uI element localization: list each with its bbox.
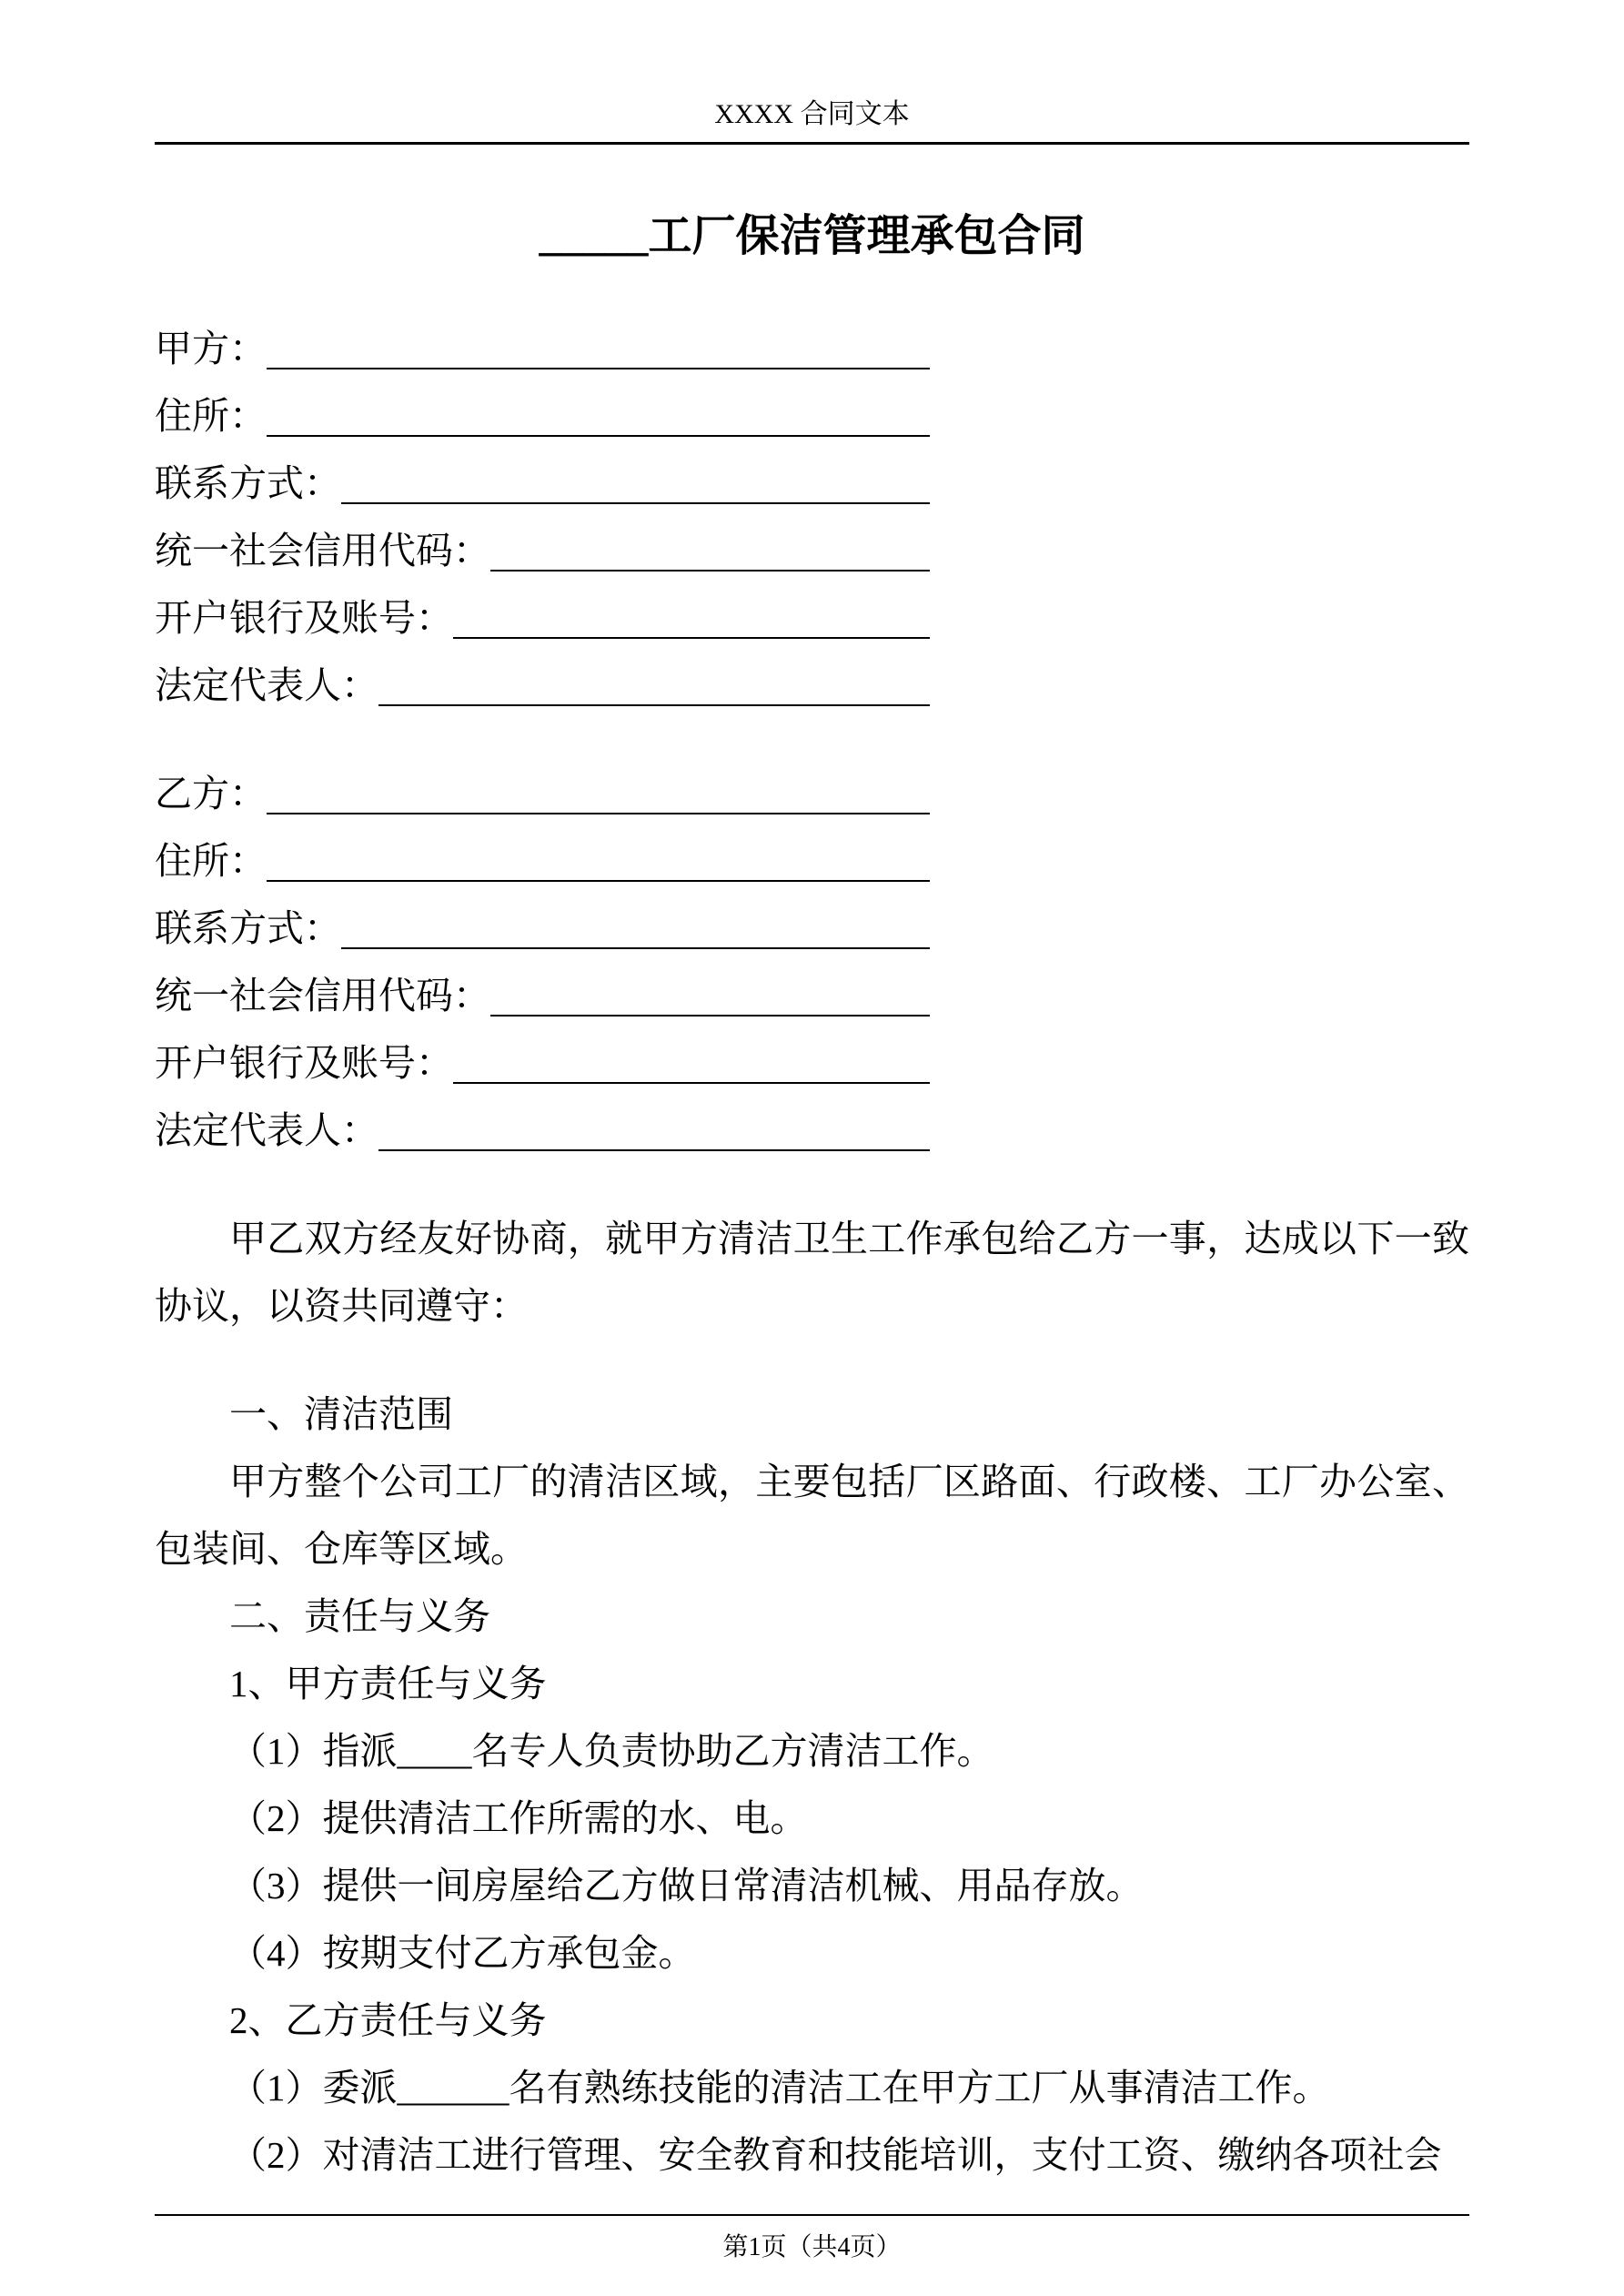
field-label: 法定代表人：	[155, 1109, 378, 1151]
title-blank-line: _____	[539, 212, 649, 260]
blank-line	[341, 895, 930, 949]
blank-line	[378, 652, 930, 706]
field-party-a-legal-representative	[155, 652, 930, 719]
field-label: 甲方：	[155, 328, 267, 369]
blank-line	[267, 315, 930, 369]
header-text: XXXX 合同文本	[714, 99, 910, 129]
blank-line	[490, 962, 930, 1017]
field-party-b-legal-representative	[155, 1097, 930, 1164]
contract-title	[155, 208, 1469, 265]
field-label: 住所：	[155, 840, 267, 882]
field-party-a-credit-code	[155, 517, 930, 584]
blank-line	[341, 450, 930, 504]
field-label: 乙方：	[155, 773, 267, 814]
field-party-b-bank-account	[155, 1029, 930, 1097]
blank-line	[267, 760, 930, 814]
blank-line	[378, 1097, 930, 1151]
section-2-item: （1）委派______名有熟练技能的清洁工在甲方工厂从事清洁工作。	[229, 2067, 1330, 2109]
section-1-item: 甲方整个公司工厂的清洁区域，主要包括厂区路面、行政楼、工厂办公室、包装间、仓库等区域。	[155, 1461, 1469, 1570]
section-2-item: （3）提供一间房屋给乙方做日常清洁机械、用品存放。	[229, 1865, 1144, 1907]
field-party-b-address	[155, 827, 930, 895]
field-label: 联系方式：	[155, 907, 341, 949]
field-party-a-contact	[155, 450, 930, 517]
blank-line	[453, 1029, 930, 1084]
document-header	[155, 91, 1469, 145]
field-label: 联系方式：	[155, 462, 341, 504]
section-2-item: （2）提供清洁工作所需的水、电。	[229, 1797, 808, 1839]
section-1-heading: 一、清洁范围	[229, 1393, 453, 1435]
section-2-heading: 二、责任与义务	[229, 1595, 490, 1637]
field-party-b-credit-code	[155, 962, 930, 1029]
blank-line	[490, 517, 930, 571]
section-2-item: 2、乙方责任与义务	[229, 1999, 547, 2041]
field-party-a-name	[155, 315, 930, 382]
document-footer	[155, 2214, 1469, 2263]
section-2-item: 1、甲方责任与义务	[229, 1663, 547, 1704]
field-party-a-bank-account	[155, 584, 930, 652]
field-label: 住所：	[155, 395, 267, 437]
party-a-block	[155, 315, 1469, 719]
field-label: 法定代表人：	[155, 664, 378, 706]
field-label: 统一社会信用代码：	[155, 530, 490, 571]
blank-line	[267, 827, 930, 882]
section-2-item: （1）指派____名专人负责协助乙方清洁工作。	[229, 1730, 994, 1772]
preamble-paragraph: 甲乙双方经友好协商，就甲方清洁卫生工作承包给乙方一事，达成以下一致协议，以资共同遵守：	[155, 1218, 1469, 1327]
party-b-block	[155, 760, 1469, 1164]
blank-line	[267, 382, 930, 437]
field-party-b-name	[155, 760, 930, 827]
section-2-item: （2）对清洁工进行管理、安全教育和技能培训，支付工资、缴纳各项社会	[229, 2134, 1442, 2176]
field-label: 统一社会信用代码：	[155, 975, 490, 1017]
section-2-item: （4）按期支付乙方承包金。	[229, 1932, 696, 1974]
page-number: 第1页（共4页）	[722, 2233, 902, 2261]
title-text: 工厂保洁管理承包合同	[648, 212, 1085, 260]
blank-line	[453, 584, 930, 639]
field-label: 开户银行及账号：	[155, 597, 453, 639]
field-label: 开户银行及账号：	[155, 1042, 453, 1084]
field-party-a-address	[155, 382, 930, 450]
field-party-b-contact	[155, 895, 930, 962]
